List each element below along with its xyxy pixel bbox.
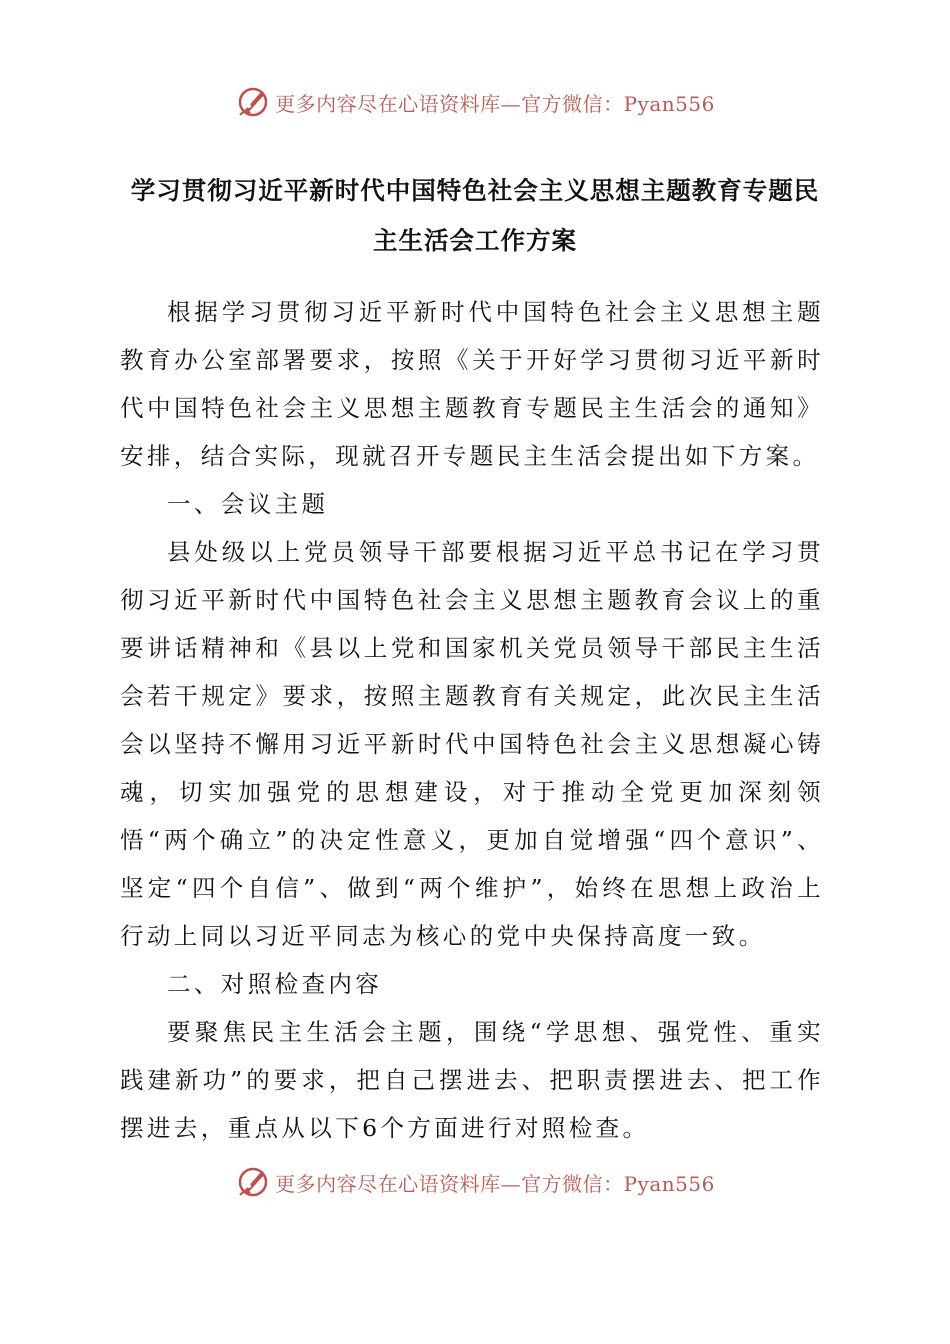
header-banner	[0, 82, 950, 122]
footer-banner	[0, 1162, 950, 1202]
intro-paragraph: 根据学习贯彻习近平新时代中国特色社会主义思想主题教育办公室部署要求，按照《关于开好学习贯彻习近平新时代中国特色社会主义思想主题教育专题民主生活会的通知》安排，结合实际，现就召开专题民主生活会提出如下方案。	[120, 298, 824, 470]
banner-text: 更多内容尽在心语资料库—官方微信：Pyan556	[275, 91, 715, 116]
banner-text: 更多内容尽在心语资料库—官方微信：Pyan556	[275, 1171, 715, 1196]
section-1-heading: 一、会议主题	[167, 490, 329, 518]
section-2-paragraph: 要聚焦民主生活会主题，围绕“学思想、强党性、重实践建新功”的要求，把自己摆进去、把职责摆进去、把工作摆进去，重点从以下6个方面进行对照检查。	[120, 1018, 824, 1142]
section-2-heading: 二、对照检查内容	[167, 970, 383, 998]
document-title-line-2: 主生活会工作方案	[373, 226, 577, 255]
document-title-line-1: 学习贯彻习近平新时代中国特色社会主义思想主题教育专题民	[130, 176, 820, 205]
pen-nib-logo-icon	[235, 1164, 271, 1200]
document-body	[120, 288, 824, 1152]
section-1-paragraph: 县处级以上党员领导干部要根据习近平总书记在学习贯彻习近平新时代中国特色社会主义思想主题教育会议上的重要讲话精神和《县以上党和国家机关党员领导干部民主生活会若干规定》要求，按照主题教育有关规定，此次民主生活会以坚持不懈用习近平新时代中国特色社会主义思想凝心铸魂，切实加强党的思想建设，对于推动全党更加深刻领悟“两个确立”的决定性意义，更加自觉增强“四个意识”、坚定“四个自信”、做到“两个维护”，始终在思想上政治上行动上同以习近平同志为核心的党中央保持高度一致。	[120, 538, 824, 950]
pen-nib-logo-icon	[235, 84, 271, 120]
